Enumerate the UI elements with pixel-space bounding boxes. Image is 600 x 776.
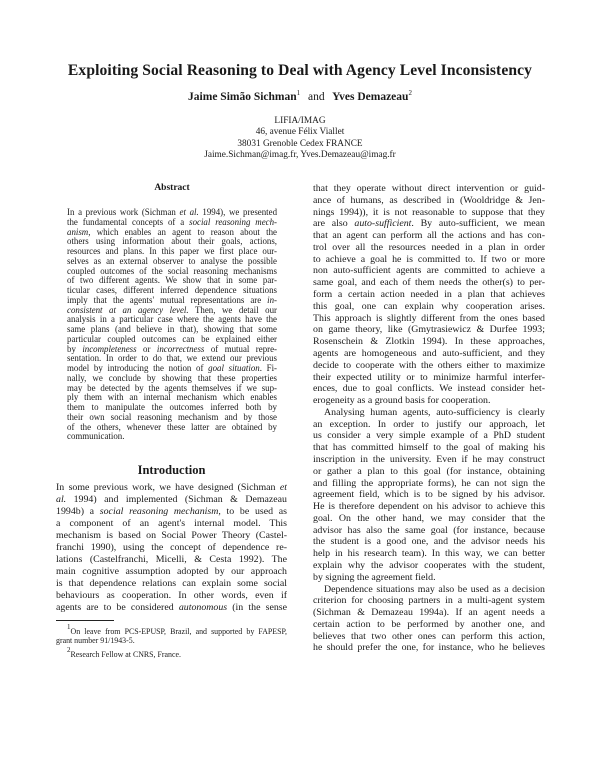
text-run: This approach is slightly different from the ones based	[313, 312, 545, 324]
text-line	[67, 354, 277, 364]
author-conjunction: and	[308, 91, 325, 103]
text-run: Then, we detail our	[188, 305, 277, 315]
italic-text: incorrectness	[156, 344, 205, 354]
text-run: nally, we conclude by showing that these properties	[67, 373, 277, 383]
author-line	[0, 89, 600, 103]
text-run: same goal, and each of them needs the other(s) to per-	[313, 277, 545, 289]
text-line	[313, 478, 545, 490]
text-line	[56, 578, 287, 590]
affiliation-institution: LIFIA/IMAG	[274, 116, 326, 126]
text-run: non auto-sufficient agents are committed to achieve a	[313, 265, 545, 277]
text-run: (Sichman & Demazeau 1994a). If an agent needs a	[313, 607, 545, 619]
italic-text: autonomous	[178, 602, 228, 613]
text-run: goal. On the other hand, we may consider that the	[313, 512, 545, 524]
text-run: main cognitive assumption adopted by our approach	[56, 566, 287, 577]
text-line	[313, 207, 545, 219]
italic-text: social reasoning mech-	[189, 217, 277, 227]
text-run: on game theory, like (Gmytrasiewicz & Durfee 1993;	[313, 324, 545, 336]
text-line	[67, 228, 277, 238]
text-line	[67, 208, 277, 218]
footnote-text: Research Fellow at CNRS, France.	[70, 649, 181, 659]
text-run: Analysing human agents, auto-sufficiency is clearly	[324, 406, 545, 418]
footnote-1	[56, 623, 287, 646]
text-line	[313, 430, 545, 442]
text-run: are also	[313, 218, 355, 230]
text-run: erogeneity as a ground basis for cooperation.	[313, 395, 491, 407]
text-line	[67, 306, 277, 316]
text-run: that an agent can perform all the actions and has con-	[313, 230, 545, 242]
text-line	[313, 466, 545, 478]
text-run: sentation. In order to do that, we extend our previous	[67, 354, 277, 364]
text-run: Dependence situations may also be used as a decision	[324, 583, 545, 595]
text-line	[67, 286, 277, 296]
text-line	[313, 301, 545, 313]
text-line	[67, 335, 277, 345]
text-line	[313, 619, 545, 631]
text-line	[56, 494, 287, 506]
text-run: , to be used as	[218, 506, 287, 517]
footnote-divider	[56, 620, 114, 621]
text-run: coupled outcomes of the social reasoning mechanisms	[67, 266, 277, 276]
text-line	[313, 313, 545, 325]
text-line	[313, 242, 545, 254]
text-run: advisor has also the same goal (for instance, because	[313, 524, 545, 536]
text-run: others using information about their goals, actions,	[67, 237, 277, 247]
text-line	[313, 584, 545, 596]
text-line	[67, 364, 277, 374]
text-line	[313, 289, 545, 301]
affiliation-street: 46, avenue Félix Viallet	[255, 127, 345, 138]
text-run: selves as an external observer to analyse the possible	[67, 256, 277, 266]
author-name: Yves Demazeau	[332, 91, 409, 103]
text-line	[313, 360, 545, 372]
text-run: their expected utility or to minimize harmful interfer-	[313, 371, 545, 383]
footnote-mark: 2	[408, 89, 412, 97]
text-run: may be detected by the agents themselves if we sup-	[67, 383, 277, 393]
text-run: . Fi-	[259, 364, 277, 373]
text-run: of the others, whenever these latter are obtained by	[67, 422, 277, 432]
footnote-text: On leave from PCS-EPUSP, Brazil, and supported by FAPESP, grant number 91/1943-5.	[56, 627, 287, 646]
italic-text: et al.	[179, 208, 199, 217]
text-run: trol over all the resources needed in a plan in order	[313, 241, 545, 253]
text-run: that has committed himself to the goal of making his	[313, 442, 545, 454]
introduction-heading: Introduction	[137, 463, 206, 477]
text-line	[313, 383, 545, 395]
text-run: In some previous work, we have designed (Sichman	[56, 482, 280, 493]
text-run: believes that two other ones can perform this action,	[313, 630, 545, 642]
text-line	[313, 572, 545, 584]
text-line	[313, 501, 545, 513]
text-run: (in the sense	[227, 602, 287, 613]
italic-text: goal situation	[208, 364, 260, 373]
abstract-heading: Abstract	[154, 183, 190, 193]
text-line	[67, 276, 277, 286]
text-run: their own social reasoning mechanism and by those	[67, 412, 277, 422]
text-line	[67, 218, 277, 228]
text-line	[67, 403, 277, 413]
text-run: that they operate without direct intervention or guid-	[313, 183, 545, 194]
text-line	[67, 374, 277, 384]
text-line	[67, 257, 277, 267]
text-run: is that dependence relations can explain some social	[56, 578, 287, 589]
right-column-body	[313, 183, 545, 654]
text-line	[313, 631, 545, 643]
text-run: , which enables an agent to reason about the	[88, 227, 277, 237]
text-line	[313, 607, 545, 619]
text-line	[56, 554, 287, 566]
text-run: In a previous work (Sichman	[67, 208, 180, 217]
text-run: particular coupled outcomes can be explained either	[67, 334, 277, 344]
text-line	[67, 423, 277, 433]
affiliation-emails: Jaime.Sichman@imag.fr, Yves.Demazeau@imag.fr	[204, 149, 396, 160]
text-run: behaviours as cooperation. In other words, even if	[56, 590, 287, 601]
text-line	[313, 548, 545, 560]
text-line	[313, 642, 545, 654]
text-run: He is therefore dependent on his advisor to achieve this	[313, 501, 545, 513]
footnote-2	[56, 646, 287, 659]
text-run: this goal, one can explain why cooperation arises.	[313, 300, 545, 312]
text-run: decide to cooperate with the others either to maximize	[313, 359, 545, 371]
text-run: agents are homogeneous and auto-sufficient, and they	[313, 347, 545, 359]
abstract-body	[67, 208, 277, 442]
text-line	[56, 530, 287, 542]
text-run: a component of an agent's internal model. This	[56, 518, 287, 529]
text-run: explain why the advisor cooperates with the student,	[313, 560, 545, 571]
text-run: model by introducing the notion of	[67, 364, 209, 373]
text-run: and filling the appropriate forms), he can not sign the	[313, 477, 545, 489]
text-run: communication.	[67, 432, 125, 442]
text-run: ences, due to goal conflicts. We instead consider het-	[313, 383, 545, 395]
text-line	[56, 506, 287, 518]
text-line	[67, 247, 277, 257]
italic-text: social reasoning mechanism	[99, 506, 219, 517]
text-run: criterion for choosing partners in a multi-agent system	[313, 595, 545, 607]
text-run: imply that the agents' mutual representations are	[67, 295, 268, 305]
text-line	[313, 254, 545, 266]
italic-text: auto-sufficient	[354, 218, 412, 230]
italic-text: al.	[56, 494, 67, 505]
text-run: resources and plans. In this paper we first place our-	[67, 247, 277, 256]
text-run: same plans (and believe in that), showing that some	[67, 325, 277, 334]
text-run: lations (Castelfranchi, Micelli, & Cesta 1992). The	[56, 554, 287, 565]
text-line	[313, 348, 545, 360]
text-run: franchi 1990), using the concept of dependence re-	[56, 542, 287, 553]
affiliation-block	[0, 116, 600, 161]
text-line	[313, 336, 545, 348]
text-line	[56, 542, 287, 554]
text-line	[56, 482, 287, 494]
text-line	[313, 419, 545, 431]
text-line	[313, 230, 545, 242]
text-line	[313, 324, 545, 336]
text-line	[313, 195, 545, 207]
text-run: . By auto-sufficient, we mean	[411, 218, 545, 230]
text-line	[313, 536, 545, 548]
text-line	[56, 566, 287, 578]
text-run: by signing the agreement field.	[313, 571, 436, 583]
italic-text: incompleteness	[82, 344, 137, 354]
text-run: nings 1994)), it is not reasonable to suppose that they	[313, 206, 545, 218]
text-line	[313, 265, 545, 277]
text-run: to achieve a goal he is committed to. If two or more	[313, 253, 545, 265]
text-run: us consider a very simple example of a PhD student	[313, 430, 545, 442]
text-run: mechanism is based on Social Power Theory (Castel-	[56, 530, 287, 541]
text-run: by	[67, 344, 83, 354]
text-line	[67, 393, 277, 403]
text-run: agents are to be considered	[56, 602, 179, 613]
text-run: 1994b) a	[56, 506, 100, 517]
text-line	[67, 384, 277, 394]
text-line	[56, 590, 287, 602]
text-run: certain action to be performed by another one, and	[313, 618, 545, 630]
italic-text: consistent at an agency level.	[67, 305, 189, 315]
text-line	[313, 454, 545, 466]
text-line	[313, 407, 545, 419]
text-line	[313, 595, 545, 607]
affiliation-city: 38031 Grenoble Cedex FRANCE	[237, 138, 363, 149]
text-line	[313, 513, 545, 525]
text-line	[313, 372, 545, 384]
text-line	[313, 183, 545, 195]
text-run: ticular cases, different inferred dependence situations	[67, 286, 277, 295]
footnote-mark: 1	[67, 623, 71, 631]
text-run: form a certain action needed in a plan that achieves	[313, 289, 545, 301]
footnote-mark: 2	[67, 645, 71, 654]
text-run: or gather a plan to this goal (for instance, obtaining	[313, 465, 545, 477]
text-run: the fundamental concepts of a	[67, 217, 190, 227]
text-line	[313, 218, 545, 230]
introduction-body	[56, 482, 287, 614]
text-line	[67, 413, 277, 423]
text-run: ply them with an internal mechanism which enables	[67, 393, 277, 403]
text-run: help in his research team). In this way, we can better	[313, 548, 545, 560]
italic-text: et	[279, 482, 287, 493]
text-run: ance of humans, as described in (Wooldridge & Jen-	[313, 194, 545, 206]
text-line	[67, 432, 277, 442]
footnotes	[56, 623, 287, 659]
text-run: agreement field, which is to be signed by his advisor.	[313, 489, 545, 501]
text-run: 1994) and implemented (Sichman & Demazeau	[66, 494, 287, 505]
text-line	[67, 267, 277, 277]
italic-text: anism	[67, 227, 89, 237]
text-run: he should prefer the one, for instance, who he believes	[313, 642, 545, 654]
text-line	[313, 560, 545, 572]
text-run: 1994), we presented	[198, 208, 277, 217]
italic-text: in-	[267, 295, 277, 305]
text-run: an exception. In order to justify our approach, let	[313, 418, 545, 430]
text-line	[56, 602, 287, 614]
text-line	[313, 489, 545, 501]
text-run: inscription in the university. Even if he may construct	[313, 453, 545, 465]
paper-title: Exploiting Social Reasoning to Deal with Agency Level Inconsistency	[67, 62, 533, 79]
text-run: them to manipulate the outcomes inferred both by	[67, 403, 277, 412]
text-line	[67, 345, 277, 355]
text-run: Rosenschein & Zlotkin 1994). In these approaches,	[313, 336, 545, 348]
author-name: Jaime Simão Sichman	[188, 91, 297, 103]
text-line	[313, 442, 545, 454]
footnote-mark: 1	[296, 89, 301, 97]
text-line	[67, 296, 277, 306]
text-line	[67, 237, 277, 247]
text-run: or	[136, 344, 157, 354]
text-line	[67, 325, 277, 335]
text-run: the student is a good one, and the advisor needs his	[313, 536, 545, 548]
text-run: analysis in a particular case where the agents have the	[67, 315, 277, 325]
text-run: of two different agents. We show that in some par-	[67, 276, 277, 286]
text-line	[313, 395, 545, 407]
text-line	[313, 277, 545, 289]
text-line	[56, 518, 287, 530]
text-run: of mutual repre-	[204, 344, 277, 354]
text-line	[67, 315, 277, 325]
text-line	[313, 525, 545, 537]
